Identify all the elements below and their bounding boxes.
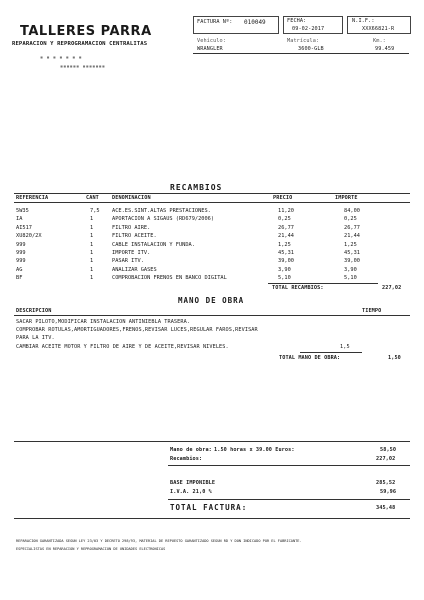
recambios-total-label: TOTAL RECAMBIOS: [272,285,324,291]
mano-obra-line-time: 1,5 [340,344,350,350]
summary-mano-obra-value: 58,50 [380,447,397,453]
total-factura-label: TOTAL FACTURA: [170,503,248,512]
row-importe: 3,90 [344,266,357,273]
customer-name-redacted: ▪ ▪ ▪ ▪ ▪ ▪ ▪ [40,55,82,61]
row-cant: 1 [90,224,94,231]
col-denominacion: DENOMINACION [112,195,151,201]
summary-top-line [14,441,410,442]
mano-obra-tiempo-header: TIEMPO [362,308,382,314]
row-precio: 11,20 [278,208,294,214]
row-precio: 3,90 [278,266,291,273]
row-importe: 0,25 [344,216,357,223]
km-label: Km.: [373,38,386,44]
row-referencia: 999 [16,258,26,265]
row-cant: 1 [90,266,94,273]
recambios-title: RECAMBIOS [170,183,223,192]
row-cant: 1 [90,258,94,265]
row-precio: 1,25 [278,241,291,248]
km-value: 99.459 [375,46,395,52]
row-cant: 1 [90,233,94,240]
mano-obra-total-value: 1,50 [388,355,401,361]
recambios-total-value: 227,02 [382,285,402,291]
summary-mid-line [168,465,410,466]
col-importe: IMPORTE [335,195,358,201]
row-importe: 39,00 [344,258,360,265]
row-denominacion: CABLE INSTALACION Y FUNDA. [112,241,195,248]
total-factura-value: 345,48 [376,505,396,511]
row-denominacion: FILTRO ACEITE. [112,233,157,240]
row-cant: 1 [90,216,94,223]
row-referencia: AI517 [16,224,32,231]
base-imponible-label: BASE IMPONIBLE [170,480,216,486]
row-cant: 1 [90,250,94,256]
summary-mano-obra-detail: 1.50 horas x 39.00 Euros: [214,447,295,453]
mano-obra-header-bottom [14,315,410,316]
col-cant: CANT [86,195,99,201]
row-referencia: 999 [16,241,26,248]
row-denominacion: IMPORTE ITV. [112,250,151,256]
row-precio: 39,00 [278,258,294,265]
row-cant: 7,5 [90,208,100,214]
row-cant: 1 [90,241,94,248]
summary-total-line [168,499,410,500]
row-importe: 84,00 [344,208,360,214]
row-denominacion: FILTRO AIRE. [112,224,151,231]
vehiculo-label: Vehículo: [197,38,227,44]
fecha-label: FECHA: [287,18,307,24]
mano-obra-title: MANO DE OBRA [178,296,245,305]
row-denominacion: COMPROBACION FRENOS EN BANCO DIGITAL [112,275,227,282]
nif-value: XXX66821-R [362,26,395,32]
row-cant: 1 [90,275,94,282]
row-referencia: XU820/2X [16,233,42,240]
base-imponible-value: 285,52 [376,480,396,486]
matricula-label: Matrícula: [287,38,320,44]
summary-mano-obra-label: Mano de obra: [170,447,212,453]
summary-recambios-label: Recambios: [170,456,203,462]
summary-recambios-value: 227,02 [376,456,396,462]
mano-obra-total-line [300,352,362,353]
row-precio: 45,31 [278,250,294,256]
row-referencia: 5W35 [16,208,29,214]
col-precio: PRECIO [273,195,293,201]
row-denominacion: APORTACION A SIGAUS (RD679/2006) [112,216,215,223]
mano-obra-line: COMPROBAR ROTULAS,AMORTIGUADORES,FRENOS,REVISAR LUCES,REGULAR FAROS,REVISAR [16,327,258,333]
recambios-header-top [14,193,410,194]
mano-obra-desc-header: DESCRIPCION [16,308,52,314]
vehiculo-value: WRANGLER [197,46,223,52]
iva-value: 59,96 [380,489,397,495]
factura-value: 010049 [244,19,266,26]
row-importe: 45,31 [344,250,360,256]
row-importe: 26,77 [344,224,360,231]
row-denominacion: ACE.ES.SINT.ALTAS PRESTACIONES. [112,208,211,214]
footer-line-1: REPARACION GARANTIZADA SEGUN LEY 23/03 Y DECRETO 298/93, MATERIAL DE REPUESTO GARANTIZADO SEGUN RD Y DON INDICADO POR EL FABRICANTE. [16,539,302,543]
row-denominacion: ANALIZAR GASES [112,266,157,273]
matricula-value: 3600-GLB [298,46,324,52]
row-referencia: BF [16,275,23,282]
row-denominacion: PASAR ITV. [112,258,144,265]
row-referencia: 999 [16,250,26,256]
row-referencia: AG [16,266,23,273]
mano-obra-line: PARA LA ITV. [16,335,55,341]
row-importe: 5,10 [344,275,357,282]
recambios-total-line [268,283,378,284]
company-name: TALLERES PARRA [20,24,152,39]
footer-line-2: ESPECIALISTAS EN REPARACION Y REPROGRAMACION DE UNIDADES ELECTRONICAS [16,547,166,551]
col-referencia: REFERENCIA [16,195,49,201]
summary-bottom-line [14,518,410,519]
mano-obra-total-label: TOTAL MANO DE OBRA: [279,355,341,361]
row-precio: 26,77 [278,224,294,231]
row-importe: 1,25 [344,241,357,248]
row-precio: 21,44 [278,233,294,240]
iva-label: I.V.A. 21,0 % [170,489,212,495]
fecha-value: 09-02-2017 [292,26,325,32]
company-subtitle: REPARACION Y REPROGRAMACION CENTRALITAS [12,41,148,47]
recambios-header-bottom [14,202,410,203]
mano-obra-line: CAMBIAR ACEITE MOTOR Y FILTRO DE AIRE Y DE ACEITE,REVISAR NIVELES. [16,344,229,350]
row-precio: 5,10 [278,275,291,282]
mano-obra-line: SACAR PILOTO,MODIFICAR INSTALACION ANTINIEBLA TRASERA. [16,319,191,325]
row-referencia: IA [16,216,23,223]
nif-label: N.I.F.: [352,18,375,24]
factura-label: FACTURA Nº: [197,19,233,25]
customer-address-redacted: ▪▪▪▪▪▪ ▪▪▪▪▪▪▪ [60,64,106,70]
row-precio: 0,25 [278,216,291,223]
vehicle-underline [193,53,409,54]
row-importe: 21,44 [344,233,360,240]
